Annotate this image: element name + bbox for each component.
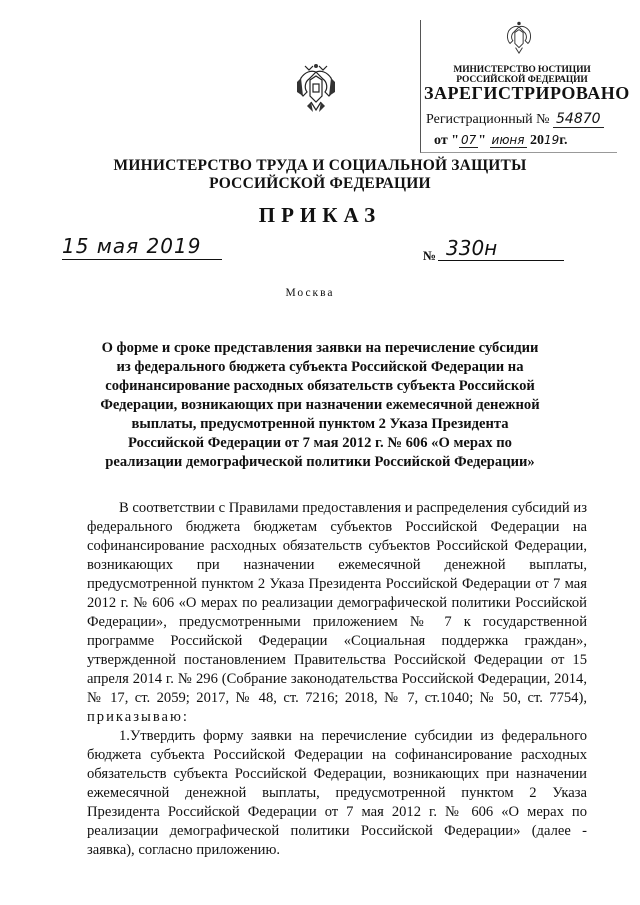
stamp-emblem [503,20,535,60]
ministry-name-line2: РОССИЙСКОЙ ФЕДЕРАЦИИ [209,175,431,192]
city: Москва [285,287,335,299]
stamp-date-prefix: от " [434,133,459,148]
stamp-date-quote: " [478,133,487,148]
stamp-ministry-name: МИНИСТЕРСТВО ЮСТИЦИИ РОССИЙСКОЙ ФЕДЕРАЦИИ [453,65,591,85]
stamp-date-year-prefix: 20 [530,133,544,148]
coat-of-arms-emblem [293,62,339,120]
document-body [87,499,587,860]
paragraph-preamble [87,499,587,727]
order-number-label: № [423,248,437,263]
stamp-date-year: 19 [544,133,560,147]
paragraph-1: 1.Утвердить форму заявки на перечисление субсидии из федерального бюджета субъекта Российской Федерации на софинансирование расходных обязательств субъекта Российской Федерации, возникающих при назначении ежемесячной денежной выплаты, предусмотренной пунктом 2 Указа Президента Российской Федерации от 7 мая 2012 г. № 606 «О мерах по реализации демографической политики Российской Федерации» (далее - заявка), согласно приложению. [87,728,587,858]
preamble-action: приказываю: [87,709,189,725]
document-type-heading: ПРИКАЗ [258,203,382,227]
stamp-date-suffix: г. [559,133,568,148]
ministry-name-line1: МИНИСТЕРСТВО ТРУДА И СОЦИАЛЬНОЙ ЗАЩИТЫ [113,157,527,174]
preamble-text: В соответствии с Правилами предоставления и распределения субсидий из федерального бюджета бюджетам субъектов Российской Федерации на софинансирование расходных обязательств субъектов Российской Федерации, возникающих при назначении ежемесячной денежной выплаты, предусмотренной пунктом 2 Указа Президента Российской Федерации от 7 мая 2012 г. № 606 «О мерах по реализации демографической политики Российской Федерации», предусмотренными приложением № 7 к государственной программе Российской Федерации «Социальная поддержка граждан», утвержденной постановлением Правительства Российской Федерации от 15 апреля 2014 г. № 296 (Собрание законодательства Российской Федерации, 2014, № 17, ст. 2059; 2017, № 48, ст. 7216; 2018, № 7, ст.1040; № 50, ст. 7754), [87,500,587,706]
stamp-reg-number: 54870 [553,111,604,128]
stamp-registered-label: ЗАРЕГИСТРИРОВАНО [424,83,630,103]
stamp-date-month: июня [491,133,525,147]
document-title: О форме и сроке представления заявки на перечисление субсидии из федерального бюджета субъекта Российской Федерации на софинансирование расходных обязательств субъекта Российской Федерации, возникающих при назначении ежемесячной денежной выплаты, предусмотренной пунктом 2 Указа Президента Российской Федерации от 7 мая 2012 г. № 606 «О мерах по реализации демографической политики Российской Федерации» [100,340,540,470]
stamp-reg-label: Регистрационный № [426,112,550,127]
stamp-date-day: 07 [460,133,477,147]
order-number: 330н [438,236,564,261]
stamp-registration-line [426,111,604,128]
stamp-date-line [434,133,568,149]
order-date: 15 мая 2019 [62,234,222,260]
